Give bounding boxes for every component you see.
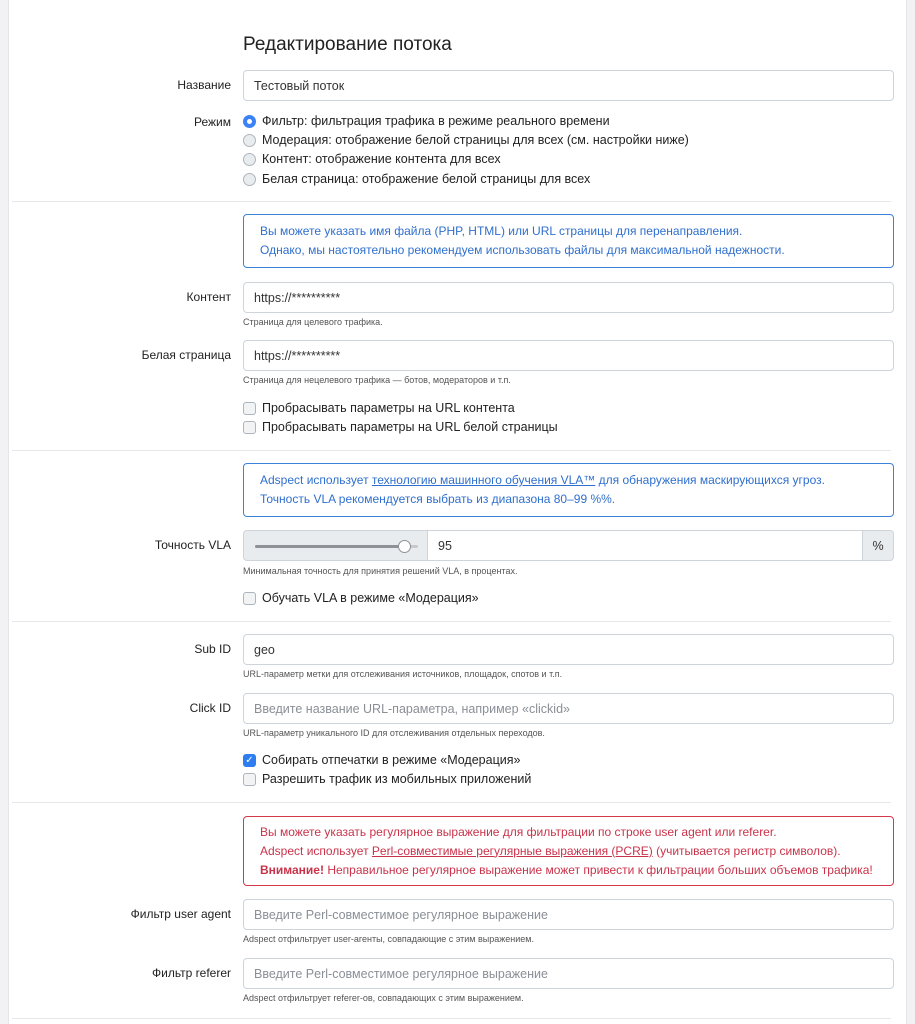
mode-option-moderation[interactable]: [243, 133, 689, 147]
mode-option-filter[interactable]: [243, 114, 610, 128]
radio-moderation[interactable]: [243, 134, 256, 147]
collect-fingerprints-option[interactable]: [243, 753, 520, 767]
mode-option-content[interactable]: [243, 152, 501, 166]
white-page-label: Белая страница: [141, 348, 231, 362]
alert-text: Adspect использует: [260, 473, 372, 487]
section-divider: [12, 1018, 891, 1019]
alert-line: [260, 861, 877, 880]
referer-filter-input[interactable]: Введите Perl-совместимое регулярное выражение: [243, 958, 894, 989]
vla-accuracy-slider[interactable]: [243, 530, 427, 561]
vla-info-alert: [243, 463, 894, 517]
mode-option-label: Контент: отображение контента для всех: [262, 152, 501, 166]
mode-option-label: Фильтр: фильтрация трафика в режиме реального времени: [262, 114, 610, 128]
click-id-label: Click ID: [189, 701, 231, 715]
section-divider: [12, 450, 891, 451]
alert-line: [260, 471, 877, 490]
content-url-input[interactable]: https://**********: [243, 282, 894, 313]
slider-track[interactable]: [255, 545, 418, 548]
section-divider: [12, 802, 891, 803]
white-page-url-input[interactable]: https://**********: [243, 340, 894, 371]
vla-accuracy-label: Точность VLA: [154, 538, 231, 552]
vla-accuracy-input[interactable]: 95: [427, 530, 863, 561]
checkbox-label: Пробрасывать параметры на URL белой страницы: [262, 420, 558, 434]
vla-train-option[interactable]: [243, 591, 479, 605]
alert-text: (учитывается регистр символов).: [652, 843, 841, 858]
vla-technology-link[interactable]: технологию машинного обучения VLA™: [371, 473, 596, 487]
section-divider: [12, 621, 891, 622]
ua-filter-label: Фильтр user agent: [130, 907, 231, 921]
alert-text: для обнаружения маскирующихся угроз.: [595, 473, 825, 487]
alert-text: Adspect использует: [260, 843, 372, 858]
alert-line: Однако, мы настоятельно рекомендуем использовать файлы для максимальной надежности.: [260, 243, 785, 257]
click-id-input[interactable]: Введите название URL-параметра, например «clickid»: [243, 693, 894, 724]
checkbox-label: Пробрасывать параметры на URL контента: [262, 401, 515, 415]
slider-fill: [255, 545, 404, 548]
radio-white-page[interactable]: [243, 173, 256, 186]
slider-thumb[interactable]: [398, 540, 411, 553]
pass-params-white-checkbox[interactable]: [243, 421, 256, 434]
name-input[interactable]: Тестовый поток: [243, 70, 894, 101]
pass-params-content-checkbox[interactable]: [243, 402, 256, 415]
alert-text: Неправильное регулярное выражение может привести к фильтрации больших объемов трафика!: [323, 862, 873, 877]
vla-accuracy-help: Минимальная точность для принятия решений VLA, в процентах.: [243, 566, 518, 576]
checkbox-label: Собирать отпечатки в режиме «Модерация»: [262, 753, 521, 767]
checkbox-label: Разрешить трафик из мобильных приложений: [262, 772, 532, 786]
mode-option-label: Белая страница: отображение белой страницы для всех: [262, 172, 591, 186]
alert-line: Вы можете указать регулярное выражение для фильтрации по строке user agent или referer.: [260, 824, 777, 839]
pcre-link[interactable]: Perl-совместимые регулярные выражения (PCRE): [371, 843, 653, 858]
section-divider: [12, 201, 891, 202]
mode-option-label: Модерация: отображение белой страницы для всех (см. настройки ниже): [262, 133, 689, 147]
referer-filter-help: Adspect отфильтрует referer-ов, совпадающих с этим выражением.: [243, 993, 524, 1003]
mode-option-white-page[interactable]: [243, 172, 590, 186]
content-help: Страница для целевого трафика.: [243, 317, 383, 327]
alert-line: Точность VLA рекомендуется выбрать из диапазона 80–99 %%.: [260, 492, 616, 506]
radio-content[interactable]: [243, 153, 256, 166]
checkbox-label: Обучать VLA в режиме «Модерация»: [262, 591, 479, 605]
warning-bold: Внимание!: [260, 862, 324, 877]
collect-fingerprints-checkbox[interactable]: ✓: [243, 754, 256, 767]
name-label: Название: [177, 78, 231, 92]
sub-id-help: URL-параметр метки для отслеживания источников, площадок, спотов и т.п.: [243, 669, 563, 679]
vla-train-checkbox[interactable]: [243, 592, 256, 605]
alert-line: Вы можете указать имя файла (PHP, HTML) или URL страницы для перенаправления.: [260, 224, 743, 238]
ua-filter-help: Adspect отфильтрует user-агенты, совпадающие с этим выражением.: [243, 934, 534, 944]
pass-params-content-option[interactable]: [243, 401, 515, 415]
regex-warning-alert: [243, 816, 894, 886]
vla-accuracy-group: [243, 530, 894, 561]
url-info-alert: [243, 214, 894, 268]
white-page-help: Страница для нецелевого трафика — ботов, модераторов и т.п.: [243, 375, 511, 385]
alert-line: [260, 842, 877, 861]
ua-filter-input[interactable]: Введите Perl-совместимое регулярное выражение: [243, 899, 894, 930]
page-title: Редактирование потока: [243, 34, 452, 55]
sub-id-input[interactable]: geo: [243, 634, 894, 665]
pass-params-white-option[interactable]: [243, 420, 558, 434]
mode-label: Режим: [194, 115, 231, 129]
referer-filter-label: Фильтр referer: [152, 966, 231, 980]
allow-mobile-apps-checkbox[interactable]: [243, 773, 256, 786]
percent-addon: %: [863, 530, 894, 561]
sub-id-label: Sub ID: [194, 642, 231, 656]
radio-filter[interactable]: [243, 115, 256, 128]
content-label: Контент: [186, 290, 231, 304]
allow-mobile-apps-option[interactable]: [243, 772, 531, 786]
click-id-help: URL-параметр уникального ID для отслеживания отдельных переходов.: [243, 728, 545, 738]
